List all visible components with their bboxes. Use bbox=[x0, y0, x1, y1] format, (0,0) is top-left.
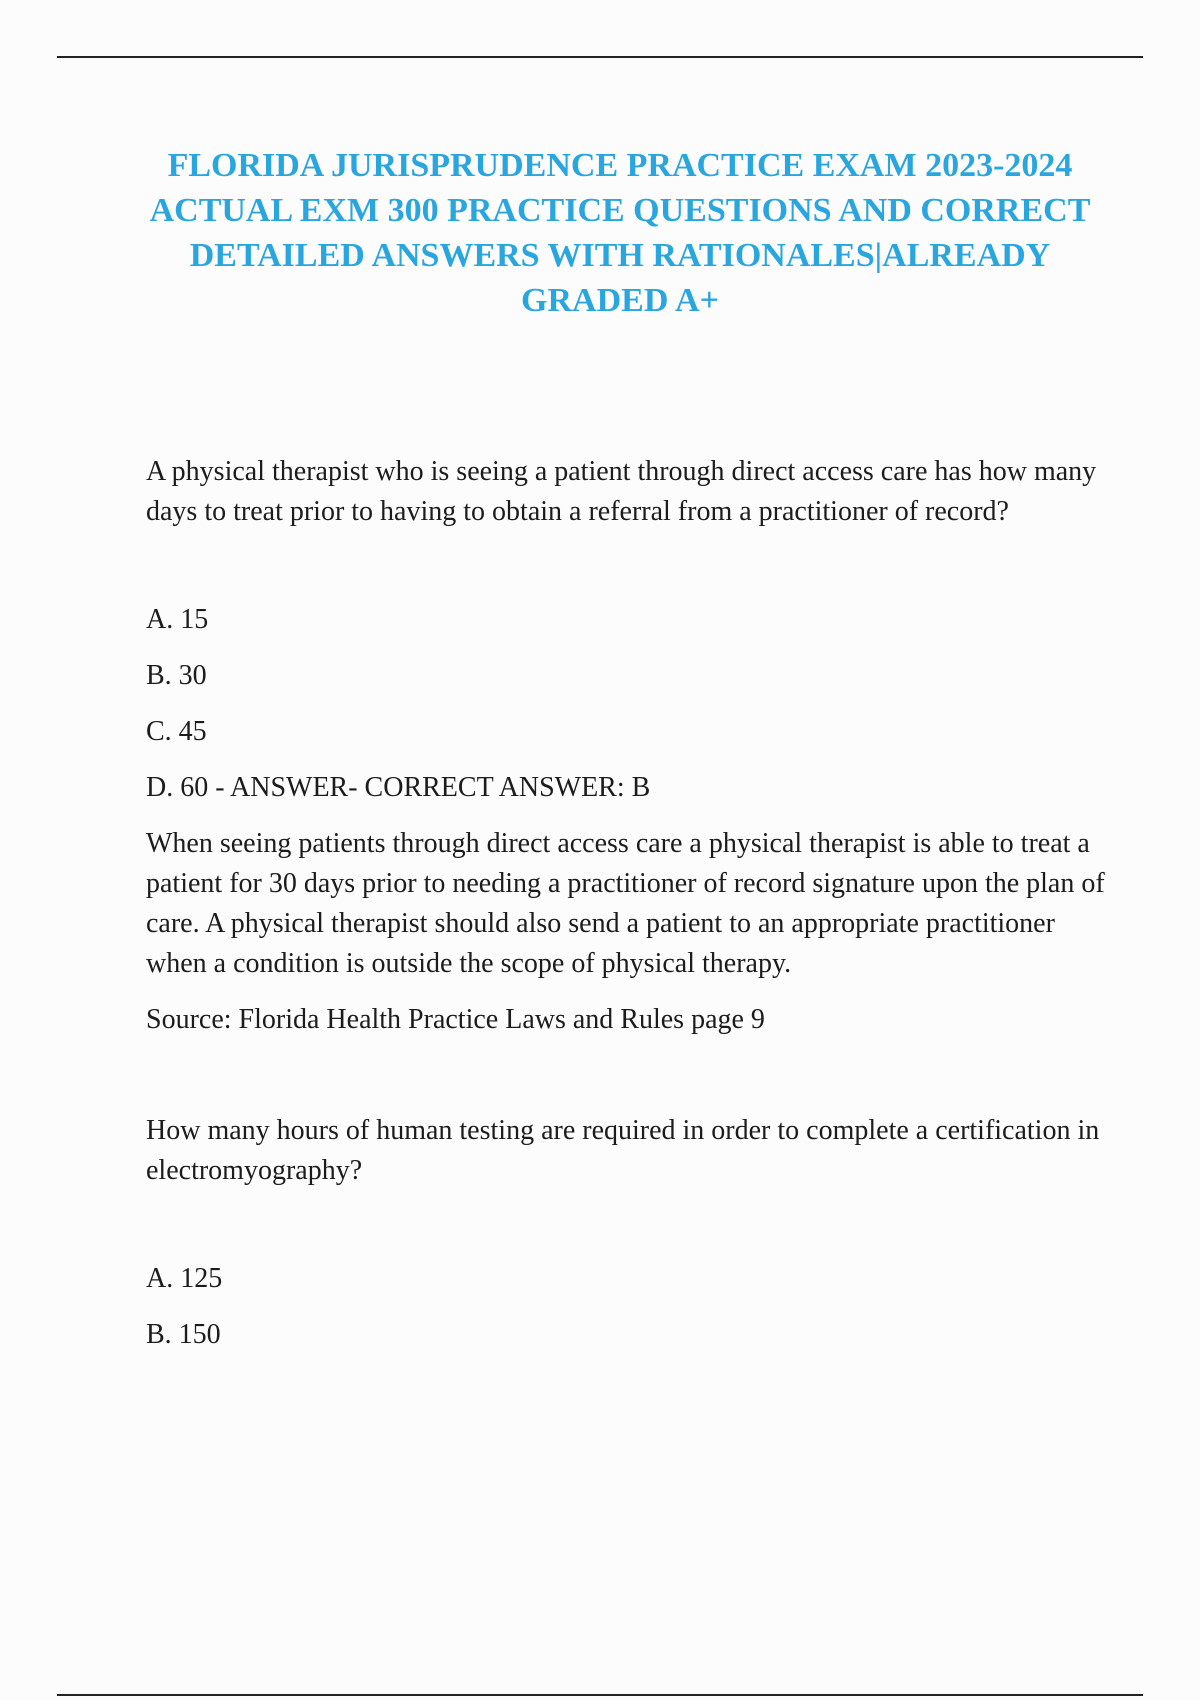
question-text: How many hours of human testing are required in order to complete a certification in electromyography? bbox=[146, 1115, 1100, 1186]
document-body bbox=[146, 452, 1106, 1371]
document-title: FLORIDA JURISPRUDENCE PRACTICE EXAM 2023-2024 ACTUAL EXM 300 PRACTICE QUESTIONS AND CORRECT DETAILED ANSWERS WITH RATIONALES|ALREADY GRADED A+ bbox=[149, 147, 1091, 319]
question-1 bbox=[146, 452, 1106, 1040]
top-divider bbox=[57, 56, 1143, 58]
answer-option-b: B. 30 bbox=[146, 660, 207, 691]
source-citation: Source: Florida Health Practice Laws and Rules page 9 bbox=[146, 1004, 765, 1035]
answer-option-b: B. 150 bbox=[146, 1319, 221, 1350]
bottom-divider bbox=[57, 1694, 1143, 1696]
answer-option-a: A. 125 bbox=[146, 1263, 223, 1294]
answer-option-a: A. 15 bbox=[146, 604, 209, 635]
answer-option-c: C. 45 bbox=[146, 716, 207, 747]
question-text: A physical therapist who is seeing a patient through direct access care has how many days to treat prior to having to obtain a referral from a practitioner of record? bbox=[146, 456, 1097, 527]
rationale-text: When seeing patients through direct access care a physical therapist is able to treat a patient for 30 days prior to needing a practitioner of record signature upon the plan of care. A physical therapist should also send a patient to an appropriate practitioner when a condition is outside the scope of physical therapy. bbox=[146, 828, 1105, 979]
question-2 bbox=[146, 1111, 1106, 1355]
answer-option-d-with-correct-answer: D. 60 - ANSWER- CORRECT ANSWER: B bbox=[146, 772, 651, 803]
